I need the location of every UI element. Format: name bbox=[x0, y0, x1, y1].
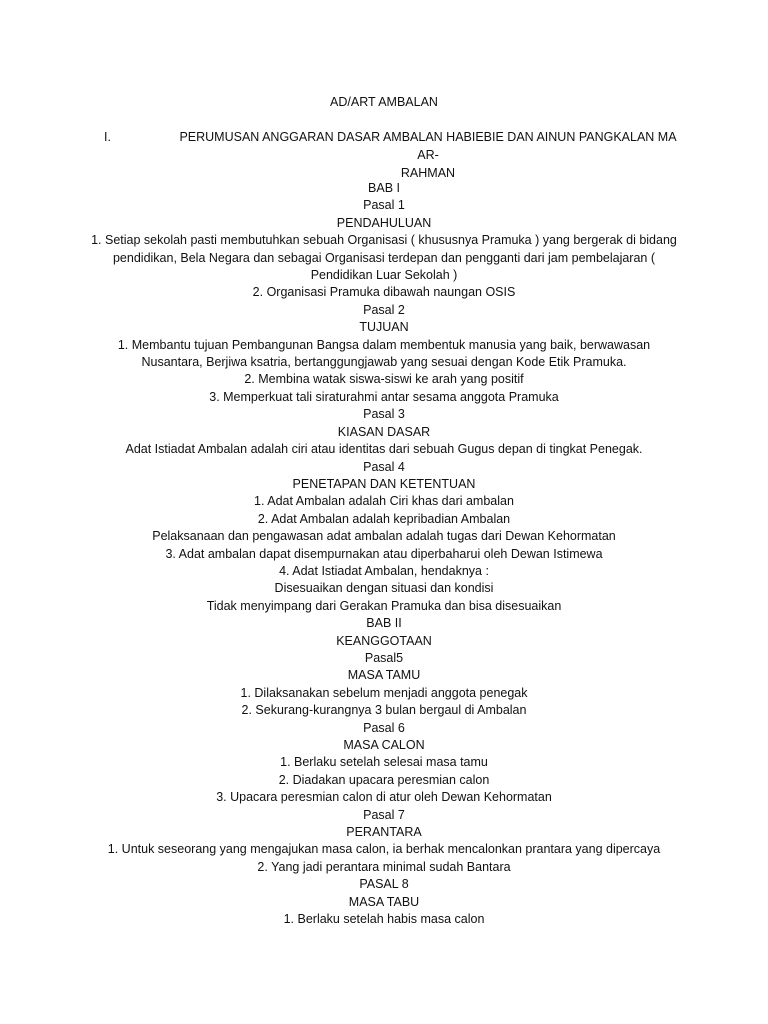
document-line: MASA TABU bbox=[348, 894, 420, 909]
document-title: AD/ART AMBALAN bbox=[330, 95, 438, 109]
document-line: MASA TAMU bbox=[347, 668, 421, 683]
document-line: 1. Berlaku setelah selesai masa tamu bbox=[280, 755, 488, 770]
document-line: 2. Yang jadi perantara minimal sudah Bantara bbox=[257, 859, 511, 874]
document-line: Disesuaikan dengan situasi dan kondisi bbox=[274, 581, 494, 596]
document-line: 2. Diadakan upacara peresmian calon bbox=[278, 772, 490, 787]
document-line: pendidikan, Bela Negara dan sebagai Organisasi terdepan dan pengganti dari jam pembelajaran ( bbox=[112, 250, 656, 265]
document-line: Pasal 1 bbox=[363, 198, 405, 213]
document-line: 3. Memperkuat tali siraturahmi antar sesama anggota Pramuka bbox=[209, 389, 559, 404]
document-line: Pasal 7 bbox=[363, 807, 405, 822]
document-line: PASAL 8 bbox=[359, 877, 409, 892]
document-line: 2. Membina watak siswa-siswi ke arah yang positif bbox=[244, 372, 524, 387]
document-line: Pelaksanaan dan pengawasan adat ambalan adalah tugas dari Dewan Kehormatan bbox=[152, 529, 616, 544]
document-line: PENDAHULUAN bbox=[336, 215, 432, 230]
document-line: TUJUAN bbox=[359, 320, 409, 335]
document-line: BAB II bbox=[366, 616, 402, 631]
document-line: Pasal 2 bbox=[363, 302, 405, 317]
section-title-line: PERUMUSAN ANGGARAN DASAR AMBALAN HABIEBIE DAN AINUN PANGKALAN MA AR- bbox=[179, 130, 677, 162]
document-line: KIASAN DASAR bbox=[337, 424, 431, 439]
document-line: PENETAPAN DAN KETENTUAN bbox=[292, 476, 476, 491]
section-title-line: RAHMAN bbox=[400, 166, 456, 180]
document-line: Pasal5 bbox=[364, 650, 404, 665]
document-line: Pasal 3 bbox=[363, 407, 405, 422]
section-title bbox=[172, 128, 684, 182]
document-line: 1. Setiap sekolah pasti membutuhkan sebuah Organisasi ( khususnya Pramuka ) yang bergerak di bidang bbox=[91, 233, 677, 248]
document-line: 1. Dilaksanakan sebelum menjadi anggota penegak bbox=[240, 685, 528, 700]
document-line: 3. Upacara peresmian calon di atur oleh Dewan Kehormatan bbox=[216, 790, 552, 805]
document-line: Pasal 4 bbox=[363, 459, 405, 474]
document-line: 4. Adat Istiadat Ambalan, hendaknya : bbox=[279, 563, 489, 578]
document-line: 1. Membantu tujuan Pembangunan Bangsa dalam membentuk manusia yang baik, berwawasan bbox=[117, 337, 651, 352]
document-body bbox=[70, 180, 698, 928]
section-number: I. bbox=[104, 130, 111, 144]
document-line: Nusantara, Berjiwa ksatria, bertanggungjawab yang sesuai dengan Kode Etik Pramuka. bbox=[141, 355, 627, 370]
document-line: MASA CALON bbox=[343, 738, 425, 752]
document-line: BAB I bbox=[368, 181, 400, 195]
document-line: 1. Adat Ambalan adalah Ciri khas dari ambalan bbox=[254, 494, 514, 509]
document-line: 2. Organisasi Pramuka dibawah naungan OSIS bbox=[252, 285, 516, 300]
document-line: Adat Istiadat Ambalan adalah ciri atau identitas dari sebuah Gugus depan di tingkat Penegak. bbox=[125, 442, 643, 457]
document-line: 2. Adat Ambalan adalah kepribadian Ambalan bbox=[257, 511, 511, 526]
document-line: PERANTARA bbox=[346, 825, 422, 840]
document-line: Tidak menyimpang dari Gerakan Pramuka dan bisa disesuaikan bbox=[206, 598, 562, 613]
document-line: 3. Adat ambalan dapat disempurnakan atau diperbaharui oleh Dewan Istimewa bbox=[165, 546, 603, 561]
document-line: 1. Untuk seseorang yang mengajukan masa calon, ia berhak mencalonkan prantara yang dipercaya bbox=[107, 842, 661, 857]
document-line: KEANGGOTAAN bbox=[336, 633, 432, 648]
section-heading bbox=[104, 128, 684, 182]
document-line: Pasal 6 bbox=[363, 720, 405, 735]
document-line: 1. Berlaku setelah habis masa calon bbox=[283, 912, 485, 927]
document-line: Pendidikan Luar Sekolah ) bbox=[310, 268, 458, 283]
document-line: 2. Sekurang-kurangnya 3 bulan bergaul di Ambalan bbox=[241, 703, 527, 718]
